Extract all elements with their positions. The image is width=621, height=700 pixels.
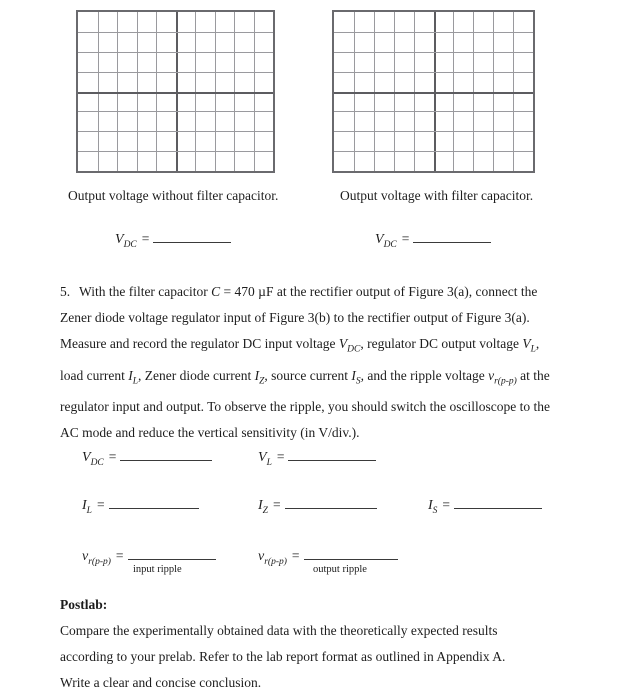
iz-inline-symbol: $I_Z$ [254,367,265,387]
item-number: 5. [60,284,71,299]
instruction-item-5 [60,279,556,446]
postlab-line-2: according to your prelab. Refer to the lab report format as outlined in Appendix A. [60,649,506,664]
vdc-symbol: $V_{DC}$ [82,450,104,468]
iz-blank-line[interactable] [285,497,377,509]
equals-sign: = [276,449,285,464]
is-measurement-field [428,497,542,516]
grid-horizontal-line [334,111,533,112]
vl-blank-line[interactable] [288,449,376,461]
grid-horizontal-line [334,92,533,94]
is-blank-line[interactable] [454,497,542,509]
vdc-field-without-capacitor [115,231,231,250]
equals-sign: = [108,449,117,464]
vr-inline-symbol: $v_{r(p-p)}$ [488,367,517,387]
vdc-blank-line[interactable] [413,231,491,243]
vdc-field-with-capacitor [375,231,491,250]
postlab-line-3: Write a clear and concise conclusion. [60,675,262,690]
grid-horizontal-line [334,72,533,73]
equals-sign: = [401,231,410,246]
vdc-blank-line[interactable] [120,449,212,461]
iz-symbol: $I_Z$ [258,498,268,516]
vr-symbol: $v_{r(p-p)}$ [82,549,111,567]
grid-horizontal-line [78,131,273,132]
grid-horizontal-line [78,111,273,112]
postlab-line-1: Compare the experimentally obtained data with the theoretically expected results [60,623,498,638]
postlab-heading: Postlab: [60,597,108,612]
vl-inline-symbol: $V_L$ [522,336,536,355]
vdc-measurement-field [82,449,212,468]
grid-horizontal-line [78,151,273,152]
caption-without-capacitor: Output voltage without filter capacitor. [68,188,279,203]
il-inline-symbol: $I_L$ [128,367,139,387]
input-ripple-blank-line[interactable] [128,548,216,560]
equals-sign: = [291,548,300,563]
grid-horizontal-line [78,32,273,33]
grid-horizontal-line [78,92,273,94]
postlab-section [60,592,560,696]
vdc-symbol: $V_{DC}$ [115,232,137,250]
input-ripple-label: input ripple [133,564,182,575]
vl-measurement-field [258,449,376,468]
equals-sign: = [141,231,150,246]
vr-symbol: $v_{r(p-p)}$ [258,549,287,567]
is-symbol: $I_S$ [428,498,438,516]
vdc-symbol: $V_{DC}$ [375,232,397,250]
output-ripple-blank-line[interactable] [304,548,398,560]
iz-measurement-field [258,497,377,516]
il-blank-line[interactable] [109,497,199,509]
grid-horizontal-line [334,32,533,33]
equals-sign: = [96,497,105,512]
scope-grid-without-capacitor [76,10,275,173]
scope-grid-with-capacitor [332,10,535,173]
item-5-text: With the filter capacitor C = 470 µF at the rectifier output of Figure 3(a), connect the Zener diode voltage regulator input of Figure 3(b) to the rectifier output of Figure 3(a). Measure and record the regulator DC input voltage $V_{DC}$, regulator DC output voltage $V_L$, load current $I_L$, Zener diode current $I_Z$, source current $I_S$, and the ripple voltage $v_{r(p-p)}$ at the regulator input and output. To observe the ripple, you should switch the oscilloscope to the AC mode and reduce the vertical sensitivity (in V/div.). [60,284,550,441]
vdc-inline-symbol: $V_{DC}$ [338,336,361,355]
vl-symbol: $V_L$ [258,450,272,468]
equals-sign: = [115,548,124,563]
caption-with-capacitor: Output voltage with filter capacitor. [340,188,534,203]
grid-horizontal-line [334,52,533,53]
equals-sign: = [272,497,281,512]
equals-sign: = [442,497,451,512]
il-symbol: $I_L$ [82,498,92,516]
capacitor-symbol: C [211,284,221,299]
vdc-blank-line[interactable] [153,231,231,243]
is-inline-symbol: $I_S$ [351,367,361,387]
grid-horizontal-line [78,72,273,73]
grid-horizontal-line [78,52,273,53]
grid-horizontal-line [334,151,533,152]
il-measurement-field [82,497,199,516]
output-ripple-label: output ripple [313,564,367,575]
grid-horizontal-line [334,131,533,132]
